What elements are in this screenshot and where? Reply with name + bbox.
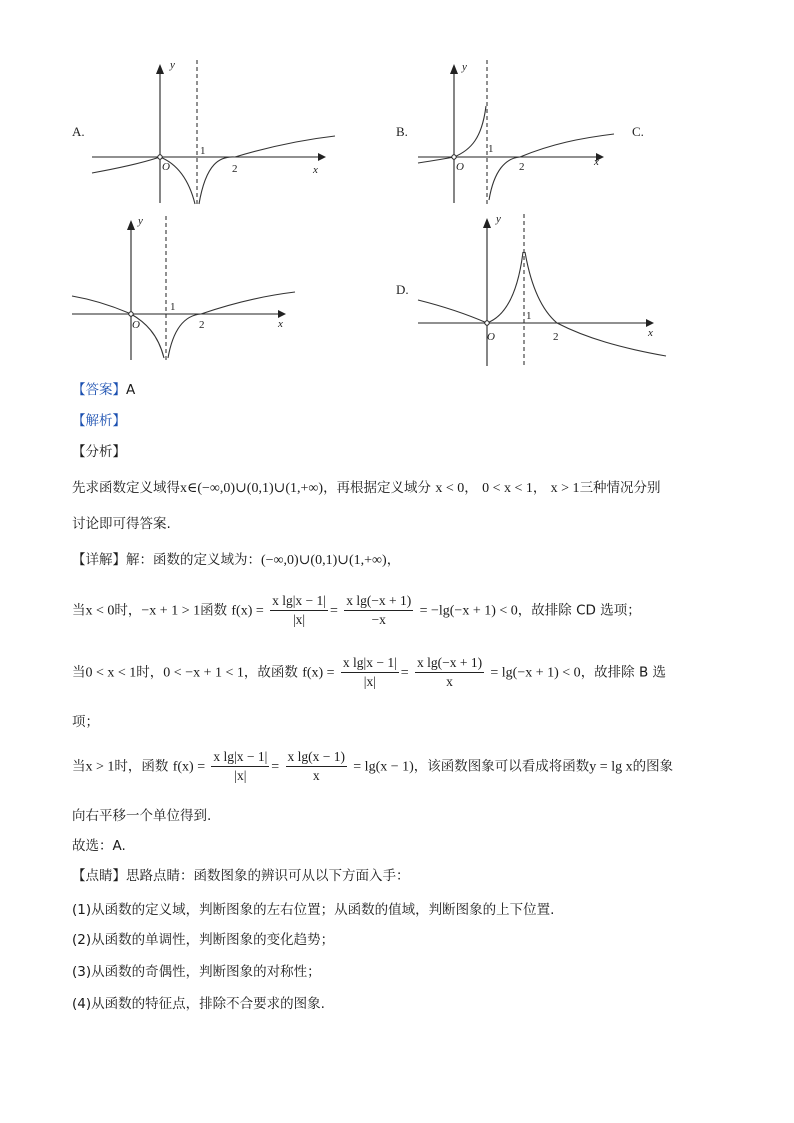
x-label: x [313, 164, 318, 176]
analysis-tag: 【解析】 [72, 413, 126, 429]
c3-den-2: x [312, 768, 320, 783]
origin-label: O [132, 319, 140, 331]
detail-case-2: 当0 < x < 1时，0 < −x + 1 < 1，故函数 f(x) = $\frac{\text{x lg|x − 1|}}{|x|}$ = $\frac{\text{x lg(−x + 1)}}{x}$ = lg(−x + 1) < 0，故排除 B 选 [72, 655, 667, 689]
option-a-label: A. [72, 124, 85, 139]
curve-mid [487, 252, 523, 323]
curve-right [525, 252, 666, 356]
graph-c [70, 212, 300, 364]
x-label: x [648, 327, 653, 339]
option-b-label: B. [396, 124, 408, 139]
c3-frac-1 [211, 748, 269, 785]
origin-point [158, 155, 162, 159]
curve-mid [454, 106, 486, 157]
c3-f: f(x) = [172, 759, 206, 775]
c2-den-1: |x| [363, 674, 376, 689]
c1-den-2: −x [371, 612, 386, 627]
fenxi-text-post: 三种情况分别 [579, 480, 661, 496]
c1-f: f(x) = [231, 603, 264, 619]
fenxi-case-2: 0 < x < 1 [482, 481, 533, 496]
tips-item-4: (4)从函数的特征点，排除不合要求的图象. [72, 996, 325, 1012]
c1-fun: 函数 [200, 602, 228, 619]
option-c-label: C. [632, 124, 644, 139]
c3-tail: ，该函数图象可以看成将函数 [413, 758, 590, 775]
fenxi-line-1 [72, 478, 661, 499]
tick-1: 1 [488, 143, 494, 155]
c3-mid: 时，函数 [114, 758, 169, 775]
x-axis-arrow-icon [278, 310, 286, 318]
choose-line: 故选：A. [72, 838, 126, 854]
c1-mid: 时， [114, 602, 142, 619]
y-axis-arrow-icon [127, 220, 135, 230]
c2-tail: ，故排除 B 选 [580, 664, 667, 681]
fenxi-domain: x∈(−∞,0)∪(0,1)∪(1,+∞) [180, 481, 324, 496]
answer-value: A [126, 382, 136, 398]
curve-left [92, 157, 160, 173]
tips-item-3: (3)从函数的奇偶性，判断图象的对称性； [72, 964, 321, 980]
y-axis-arrow-icon [483, 218, 491, 228]
detail-domain: (−∞,0)∪(0,1)∪(1,+∞) [261, 553, 387, 568]
tick-2: 2 [199, 319, 205, 331]
tips-item-1: (1)从函数的定义域，判断图象的左右位置；从函数的值域，判断图象的上下位置. [72, 902, 555, 918]
c3-frac-2 [286, 748, 347, 785]
c1-den-1: |x| [292, 612, 306, 627]
c2-cond: 0 < x < 1 [85, 665, 137, 681]
c2-frac-1 [341, 654, 399, 691]
x-label: x [594, 156, 599, 168]
y-label: y [170, 59, 175, 71]
x-axis-arrow-icon [646, 319, 654, 327]
fenxi-sep-1: ， [464, 480, 478, 496]
c1-num-2: x lg(−x + 1) [344, 592, 413, 611]
y-axis-arrow-icon [450, 64, 458, 74]
tick-1: 1 [170, 301, 176, 313]
c3-num-1: x lg|x − 1| [211, 748, 269, 767]
c2-num-2: x lg(−x + 1) [415, 654, 484, 673]
c1-pre: 当 [72, 602, 86, 619]
c1-frac-2 [344, 592, 413, 629]
fenxi-text-mid: ，再根据定义域分 [323, 480, 432, 496]
fenxi-text: 先求函数定义域得 [72, 480, 180, 496]
y-axis-arrow-icon [156, 64, 164, 74]
tips-intro: 思路点睛：函数图象的辨识可从以下方面入手： [126, 868, 410, 884]
detail-text: 解：函数的定义域为： [126, 552, 261, 568]
c1-num-1: x lg|x − 1| [270, 592, 328, 611]
origin-point [485, 321, 489, 325]
graph-b [416, 58, 616, 206]
origin-label: O [487, 331, 495, 343]
c2-tail-math: = lg(−x + 1) < 0 [490, 665, 581, 681]
tick-1: 1 [526, 310, 532, 322]
c2-pre: 当 [72, 664, 86, 681]
tips-intro-line [72, 866, 410, 886]
detail-case-3: 当x > 1时，函数 f(x) = $\frac{\text{x lg|x − 1|}}{|x|}$ = $\frac{\text{x lg(x − 1)}}{x}$ = lg(x − 1)，该函数图象可以看成将函数y = lg x的图象 [72, 749, 674, 783]
fenxi-case-3: x > 1 [550, 481, 580, 496]
curve-left [418, 157, 454, 163]
c2-num-1: x lg|x − 1| [341, 654, 399, 673]
c2-ineq: 0 < −x + 1 < 1 [163, 665, 244, 681]
tick-2: 2 [232, 163, 238, 175]
c1-tail: ，故排除 CD 选项； [517, 602, 641, 619]
c2-mid: 时， [136, 664, 164, 681]
tips-tag: 【点睛】 [72, 868, 126, 884]
c2-fun: ，故函数 [243, 664, 298, 681]
fenxi-tag: 【分析】 [72, 444, 126, 460]
detail-tag: 【详解】 [72, 552, 126, 568]
c3-den-1: |x| [234, 768, 247, 783]
c3-pre: 当 [72, 758, 86, 775]
graph-a [90, 58, 330, 206]
c3-cond: x > 1 [85, 759, 115, 775]
c1-frac-1 [270, 592, 328, 629]
c1-ineq: −x + 1 > 1 [141, 603, 201, 619]
fenxi-case-1: x < 0 [435, 481, 465, 496]
detail-line-1 [72, 550, 400, 571]
tick-1: 1 [200, 145, 206, 157]
detail-case-1: 当x < 0时，−x + 1 > 1函数 f(x) = $\frac{\text{x lg|x − 1|}}{|x|}$ = $\frac{\text{x lg(−x + 1)}}{-x}$ = −lg(−x + 1) < 0，故排除 CD 选项； [72, 593, 641, 627]
curve-right [168, 292, 295, 358]
origin-label: O [162, 161, 170, 173]
detail-case-2-line-2: 项； [72, 714, 99, 730]
origin-point [129, 312, 133, 316]
fenxi-line-2: 讨论即可得答案. [72, 516, 171, 532]
c2-den-2: x [446, 674, 453, 689]
y-label: y [462, 61, 467, 73]
tick-2: 2 [519, 161, 525, 173]
detail-case-3-line-2: 向右平移一个单位得到. [72, 808, 212, 824]
detail-comma: ， [386, 552, 401, 568]
c2-frac-2 [415, 654, 484, 691]
tips-item-2: (2)从函数的单调性，判断图象的变化趋势； [72, 932, 335, 948]
tick-2: 2 [553, 331, 559, 343]
c3-fn: y = lg x [589, 759, 633, 775]
c1-tail-math: = −lg(−x + 1) < 0 [419, 603, 518, 619]
y-label: y [138, 215, 143, 227]
fenxi-sep-2: ， [532, 480, 547, 496]
x-axis-arrow-icon [318, 153, 326, 161]
c3-num-2: x lg(x − 1) [286, 748, 347, 767]
answer-line [72, 380, 135, 400]
curve-left [72, 296, 131, 314]
c3-tail-math: = lg(x − 1) [353, 759, 414, 775]
graph-d [416, 212, 666, 368]
x-label: x [278, 318, 283, 330]
curve-left [418, 300, 487, 323]
c3-end: 的图象 [632, 758, 674, 775]
option-d-label: D. [396, 282, 409, 297]
c2-f: f(x) = [302, 665, 335, 681]
y-label: y [496, 213, 501, 225]
answer-tag: 【答案】 [72, 382, 126, 398]
c1-cond: x < 0 [85, 603, 115, 619]
origin-label: O [456, 161, 464, 173]
origin-point [452, 155, 456, 159]
